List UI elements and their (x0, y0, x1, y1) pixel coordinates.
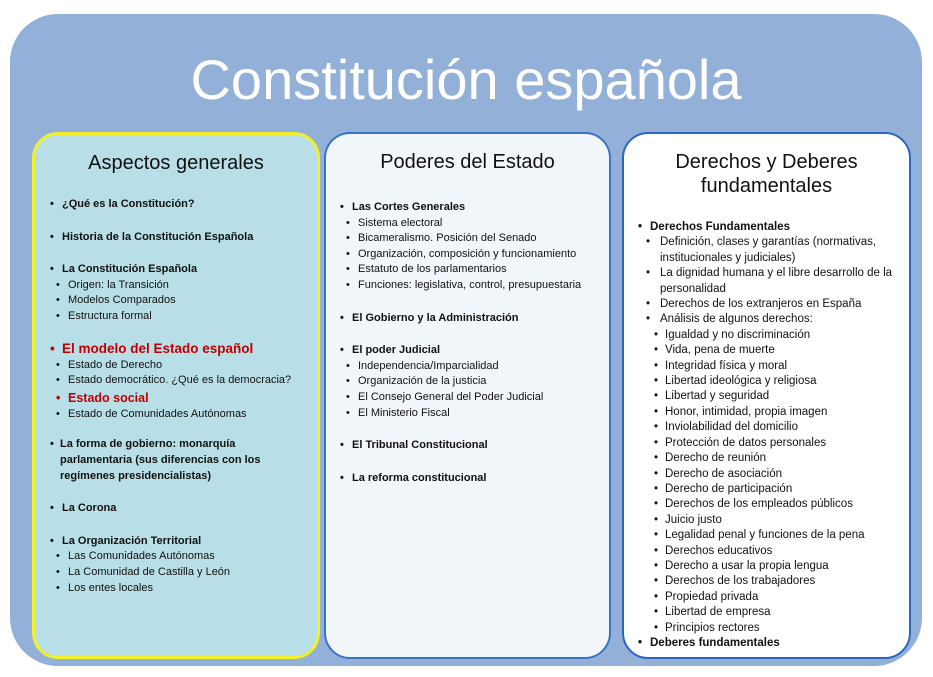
list-item: • El Tribunal Constitucional (340, 439, 488, 452)
list-item: • Los entes locales (56, 581, 153, 594)
list-item: • Propiedad privada (654, 590, 759, 603)
list-item: • Estado de Comunidades Autónomas (56, 407, 247, 420)
list-item: • Vida, pena de muerte (654, 344, 775, 357)
panel-aspectos-generales (32, 132, 320, 659)
list-item: • ¿Qué es la Constitución? (50, 198, 195, 210)
list-item: • Bicameralismo. Posición del Senado (346, 232, 537, 245)
list-item: • La Constitución Española (50, 263, 198, 276)
list-item: • Derechos de los extranjeros en España (646, 298, 862, 311)
list-item-highlight: • Estado social (56, 390, 149, 405)
list-item: • Estado democrático. ¿Qué es la democracia? (56, 374, 292, 387)
list-item: • Sistema electoral (346, 216, 443, 229)
list-item: • Organización, composición y funcionamiento (346, 247, 577, 260)
list-item: • Las Comunidades Autónomas (56, 550, 215, 563)
list-item: • Libertad de empresa (654, 606, 771, 619)
list-item: • Derechos educativos (654, 544, 773, 557)
list-item: • Funciones: legislativa, control, presupuestaria (346, 278, 582, 291)
panel-title: Aspectos generales (88, 152, 264, 174)
list-item: • Derecho a usar la propia lengua (654, 559, 829, 572)
list-item: • Historia de la Constitución Española (50, 230, 254, 243)
list-item: • Derecho de asociación (654, 467, 782, 480)
list-item: • Independencia/Imparcialidad (346, 359, 499, 372)
list-item: • Derechos de los empleados públicos (654, 498, 853, 511)
list-item: • Origen: la Transición (56, 278, 169, 291)
list-item: • Modelos Comparados (56, 294, 176, 307)
panel-title: Derechos y Deberes fundamentales (675, 151, 858, 197)
list-item: • Organización de la justicia (346, 375, 487, 388)
list-item: • La reforma constitucional (340, 471, 487, 484)
topic-list (50, 197, 310, 596)
list-item: • Libertad ideológica y religiosa (654, 375, 817, 388)
list-item-highlight: • El modelo del Estado español (50, 340, 254, 356)
list-item: • Principios rectores (654, 621, 760, 634)
list-item: • El Gobierno y la Administración (340, 311, 519, 324)
list-item: • Libertad y seguridad (654, 390, 770, 403)
list-item: • Derechos de los trabajadores (654, 575, 816, 588)
list-item: • Deberes fundamentales (638, 636, 780, 649)
list-item: • Igualdad y no discriminación (654, 328, 811, 341)
list-item: • El poder Judicial (340, 344, 441, 357)
list-item: • Estructura formal (56, 309, 152, 322)
diagram-title: Constitución española (190, 48, 742, 111)
list-item: • Juicio justo (654, 513, 722, 526)
panel-derechos-deberes (622, 132, 911, 659)
panel-poderes-del-estado (324, 132, 611, 659)
list-item: • Definición, clases y garantías (normativas, institucionales y judiciales) (646, 236, 877, 264)
list-item: • Inviolabilidad del domicilio (654, 421, 798, 434)
list-item: • Legalidad penal y funciones de la pena (654, 529, 865, 542)
list-item: • La Comunidad de Castilla y León (56, 565, 231, 578)
panel-title: Poderes del Estado (380, 151, 555, 173)
list-item: • Estatuto de los parlamentarios (346, 263, 507, 276)
list-item: • El Ministerio Fiscal (346, 406, 450, 419)
list-item: • Protección de datos personales (654, 436, 827, 449)
list-item: • El Consejo General del Poder Judicial (346, 390, 544, 403)
list-item: • Derecho de reunión (654, 452, 767, 465)
topic-list (340, 200, 602, 486)
list-item: • Integridad física y moral (654, 359, 788, 372)
list-item: • Derechos Fundamentales (638, 221, 790, 233)
list-item: • La dignidad humana y el libre desarrollo de la personalidad (646, 267, 893, 295)
list-item: • Análisis de algunos derechos: (646, 313, 813, 326)
list-item: • Honor, intimidad, propia imagen (654, 405, 828, 418)
list-item: • La Corona (50, 502, 117, 515)
list-item: • Estado de Derecho (56, 358, 163, 371)
list-item: • Derecho de participación (654, 482, 793, 495)
list-item: • La Organización Territorial (50, 534, 202, 547)
list-item: • Las Cortes Generales (340, 201, 466, 213)
topic-list (638, 220, 904, 651)
list-item: • La forma de gobierno: monarquía parlamentaria (sus diferencias con los regímenes presidencialistas) (50, 438, 261, 482)
